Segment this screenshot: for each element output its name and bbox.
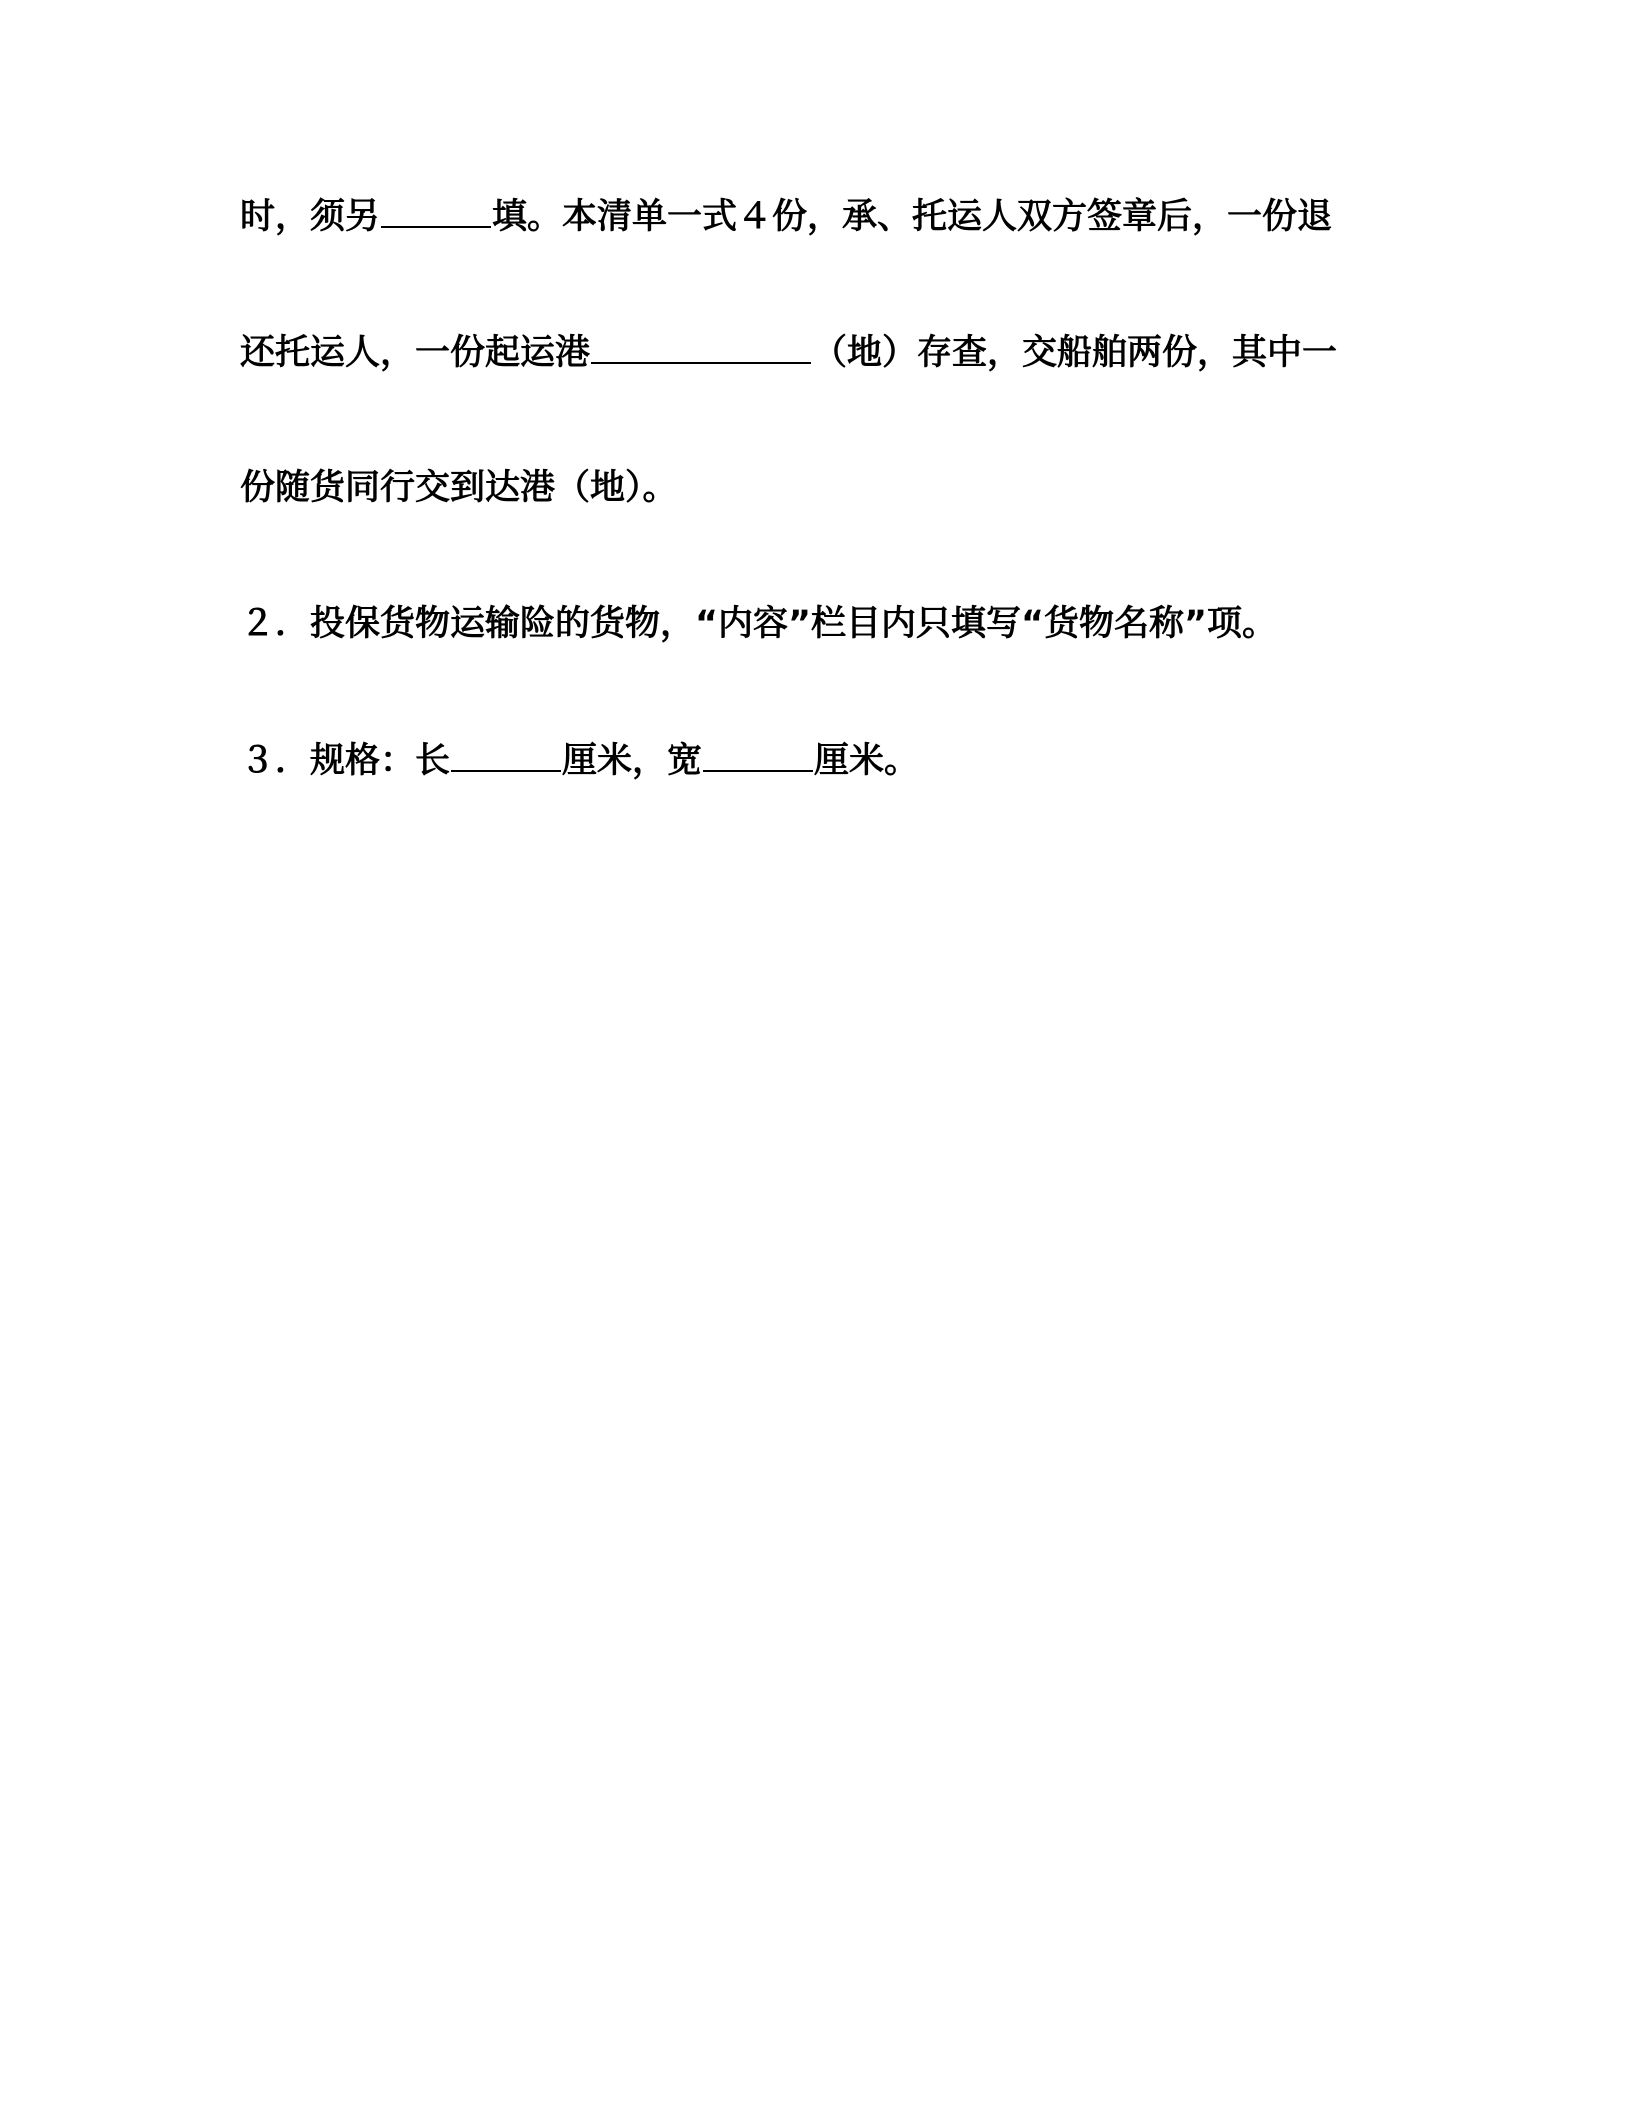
paragraph-line-2 (240, 322, 1337, 382)
line2-text-end: （地）存查，交船舶两份，其中一 (812, 333, 1338, 373)
line1-text-end: 填。本清单一式４份，承、托运人双方签章后，一份退 (492, 197, 1333, 237)
item3-text-start: 规格：长 (310, 741, 451, 781)
origin-port-blank (591, 322, 811, 364)
list-item-3 (240, 730, 919, 790)
width-blank (703, 730, 813, 772)
length-blank (451, 730, 561, 772)
paragraph-line-3 (240, 458, 678, 518)
item2-number: ２． (240, 604, 311, 644)
item3-text-middle: 厘米，宽 (562, 741, 703, 781)
paragraph-line-1 (240, 186, 1332, 246)
list-item-2 (240, 594, 1277, 654)
fill-in-blank (381, 186, 491, 228)
item2-text: 投保货物运输险的货物，“内容”栏目内只填写“货物名称”项。 (310, 604, 1278, 644)
line3-text: 份随货同行交到达港（地）。 (240, 468, 678, 508)
item3-text-end: 厘米。 (814, 741, 920, 781)
item3-number: ３． (240, 741, 311, 781)
line1-text-start: 时，须另 (240, 197, 381, 237)
line2-text-start: 还托运人，一份起运港 (240, 333, 591, 373)
